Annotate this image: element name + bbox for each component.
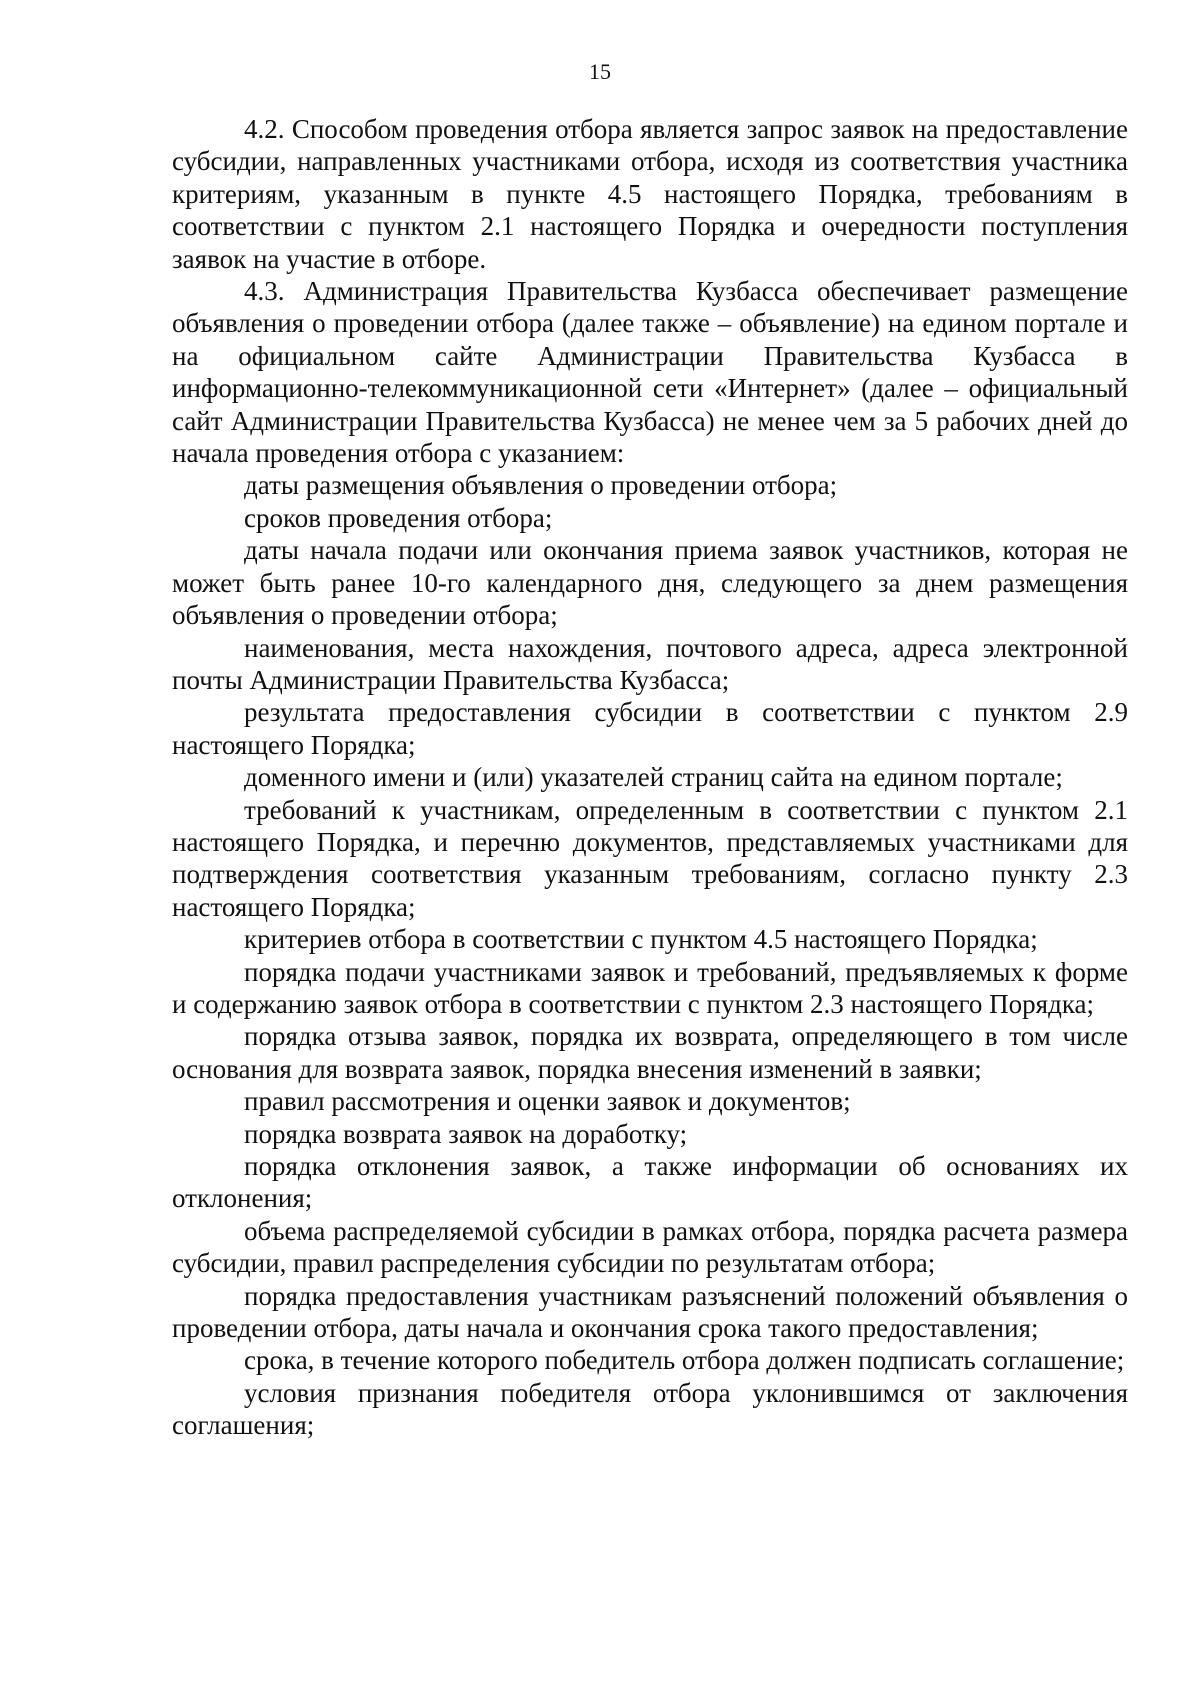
list-item: результата предоставления субсидии в соответствии с пунктом 2.9 настоящего Порядка;	[172, 697, 1128, 760]
paragraph-4-3: 4.3. Администрация Правительства Кузбасса обеспечивает размещение объявления о проведении отбора (далее также – объявление) на едином портале и на официальном сайте Администрации Правительства Кузбасса в информационно-телекоммуникационной сети «Интернет» (далее – официальный сайт Администрации Правительства Кузбасса) не менее чем за 5 рабочих дней до начала проведения отбора с указанием:	[172, 276, 1128, 469]
list-item: наименования, места нахождения, почтового адреса, адреса электронной почты Администрации Правительства Кузбасса;	[172, 632, 1128, 695]
list-item: порядка подачи участниками заявок и требований, предъявляемых к форме и содержанию заявок отбора в соответствии с пунктом 2.3 настоящего Порядка;	[172, 956, 1128, 1019]
list-item: условия признания победителя отбора уклонившимся от заключения соглашения;	[172, 1377, 1128, 1441]
list-item: даты размещения объявления о проведении отбора;	[244, 470, 838, 501]
list-item: даты начала подачи или окончания приема заявок участников, которая не может быть ранее 10-го календарного дня, следующего за днем размещения объявления о проведении отбора;	[172, 535, 1128, 631]
list-item: объема распределяемой субсидии в рамках отбора, порядка расчета размера субсидии, правил распределения субсидии по результатам отбора;	[172, 1215, 1128, 1279]
list-item: критериев отбора в соответствии с пунктом 4.5 настоящего Порядка;	[244, 924, 1038, 955]
list-item: порядка возврата заявок на доработку;	[244, 1118, 688, 1149]
list-item: порядка отклонения заявок, а также информации об основаниях их отклонения;	[172, 1151, 1128, 1214]
list-item: доменного имени и (или) указателей страниц сайта на едином портале;	[244, 762, 1063, 793]
document-body	[172, 113, 1128, 1442]
list-item: срока, в течение которого победитель отбора должен подписать соглашение;	[244, 1345, 1125, 1376]
paragraph-4-2: 4.2. Способом проведения отбора является запрос заявок на предоставление субсидии, направленных участниками отбора, исходя из соответствия участника критериям, указанным в пункте 4.5 настоящего Порядка, требованиям в соответствии с пунктом 2.1 настоящего Порядка и очередности поступления заявок на участие в отборе.	[172, 114, 1128, 274]
list-item: порядка отзыва заявок, порядка их возврата, определяющего в том числе основания для возврата заявок, порядка внесения изменений в заявки;	[172, 1021, 1128, 1084]
list-item: порядка предоставления участникам разъяснений положений объявления о проведении отбора, даты начала и окончания срока такого предоставления;	[172, 1280, 1128, 1344]
list-item: требований к участникам, определенным в соответствии с пунктом 2.1 настоящего Порядка, и перечню документов, представляемых участниками для подтверждения соответствия указанным требованиям, согласно пункту 2.3 настоящего Порядка;	[172, 794, 1128, 922]
page-number: 15	[589, 59, 611, 84]
list-item: правил рассмотрения и оценки заявок и документов;	[244, 1086, 851, 1117]
list-item: сроков проведения отбора;	[244, 502, 553, 533]
